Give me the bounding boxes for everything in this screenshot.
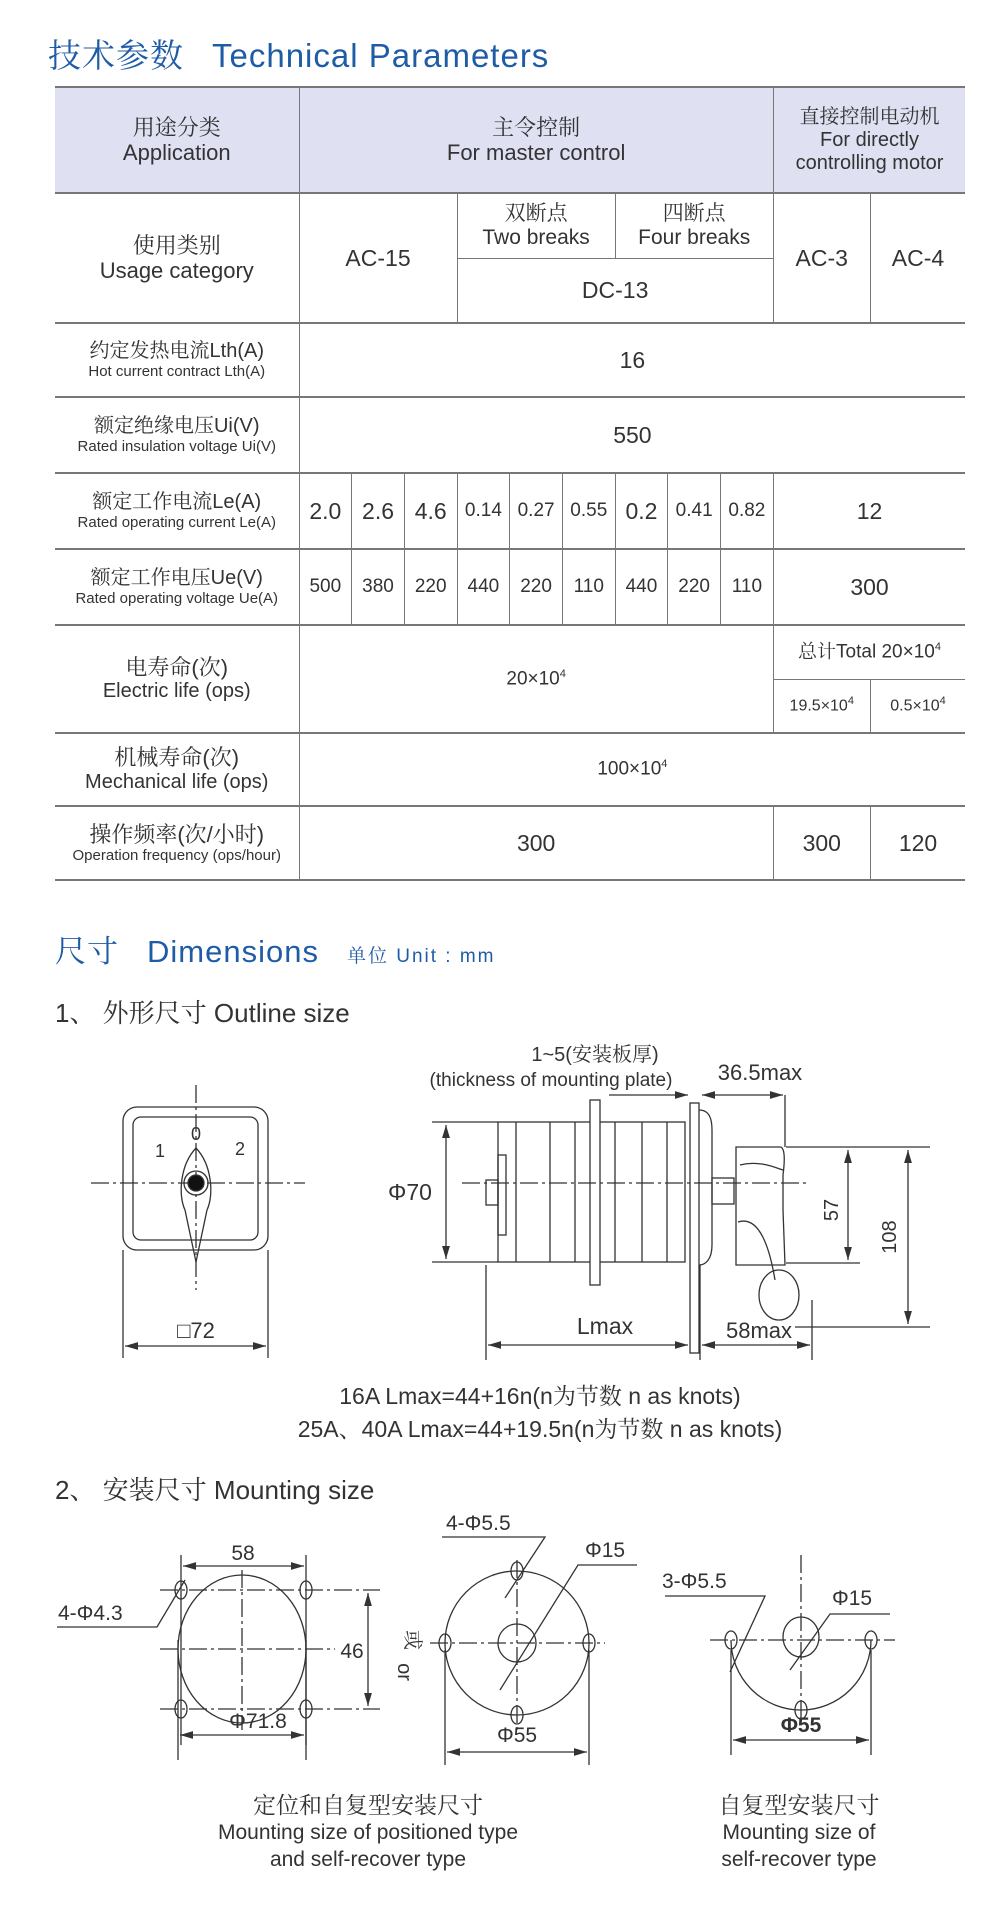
or-en: or <box>393 1663 415 1681</box>
ue-value: 220 <box>510 549 563 625</box>
le-value: 0.27 <box>510 473 563 549</box>
ue-motor: 300 <box>773 549 965 625</box>
side-view-drawing <box>388 1043 930 1360</box>
mounting-heading: 2、 安装尺寸 Mounting size <box>55 1475 375 1505</box>
le-value: 4.6 <box>404 473 457 549</box>
elife-total: 总计Total $20\times 10^4$ <box>773 625 965 679</box>
dim-lmax: Lmax <box>576 1313 634 1339</box>
header-application: 用途分类 Application <box>55 87 299 193</box>
dimensions-heading: 尺寸 Dimensions 单位 Unit : mm <box>55 934 496 969</box>
ui-value: 550 <box>299 397 965 473</box>
formula-25a-40a: 25A、40A Lmax=44+19.5n(n为节数 n as knots) <box>297 1416 783 1442</box>
front-view-drawing <box>91 1085 305 1358</box>
usage-dc13: DC-13 <box>457 258 773 323</box>
dim-phi70: Φ70 <box>388 1179 432 1205</box>
freq-ac3: 300 <box>773 806 870 880</box>
dim-phi55: Φ55 <box>496 1724 538 1747</box>
ue-value: 440 <box>457 549 510 625</box>
usage-four-breaks: 四断点 Four breaks <box>615 193 773 258</box>
or-cn: 或 <box>401 1630 423 1650</box>
mlife-value: $100\times 10^4$ <box>299 733 965 806</box>
mounting-semicircle-drawing <box>662 1555 895 1755</box>
ue-value: 440 <box>615 549 668 625</box>
le-motor: 12 <box>773 473 965 549</box>
plate-thickness-cn: 1~5(安装板厚) <box>531 1044 659 1066</box>
dim-4-phi5-5: 4-Φ5.5 <box>446 1512 511 1535</box>
mlife-label: 机械寿命(次) Mechanical life (ops) <box>55 733 299 806</box>
outline-heading: 1、 外形尺寸 Outline size <box>55 998 350 1028</box>
dim-108: 108 <box>879 1220 901 1254</box>
mounting-positioned-drawing <box>57 1542 424 1760</box>
le-value: 2.0 <box>299 473 352 549</box>
dim-58: 58 <box>231 1542 255 1565</box>
le-value: 0.55 <box>562 473 615 549</box>
position-0-label: 0 <box>190 1124 202 1144</box>
dim-57: 57 <box>821 1198 843 1222</box>
dim-36-5max: 36.5max <box>717 1060 803 1085</box>
lth-label: 约定发热电流Lth(A) Hot current contract Lth(A) <box>55 323 299 397</box>
le-label: 额定工作电流Le(A) Rated operating current Le(A) <box>55 473 299 549</box>
plate-thickness-en: (thickness of mounting plate) <box>429 1070 673 1091</box>
dim-phi55-b: Φ55 <box>780 1714 822 1737</box>
title-cn: 技术参数 <box>48 37 184 74</box>
elife-ac3: $19.5\times 10^4$ <box>773 679 870 733</box>
ue-value: 220 <box>404 549 457 625</box>
ue-value: 220 <box>668 549 721 625</box>
freq-label: 操作频率(次/小时) Operation frequency (ops/hour) <box>55 806 299 880</box>
lth-value: 16 <box>299 323 965 397</box>
mounting-circle-drawing <box>430 1512 637 1765</box>
usage-two-breaks: 双断点 Two breaks <box>457 193 615 258</box>
freq-ac4: 120 <box>870 806 965 880</box>
dim-phi15-b: Φ15 <box>832 1587 873 1610</box>
position-2-label: 2 <box>234 1139 246 1159</box>
usage-ac4: AC-4 <box>870 193 965 323</box>
le-value: 0.41 <box>668 473 721 549</box>
ue-value: 500 <box>299 549 352 625</box>
square-72-label: □72 <box>177 1318 215 1343</box>
header-direct-motor: 直接控制电动机 For directly controlling motor <box>773 87 965 193</box>
le-value: 0.14 <box>457 473 510 549</box>
ui-label: 额定绝缘电压Ui(V) Rated insulation voltage Ui(V) <box>55 397 299 473</box>
formula-16a: 16A Lmax=44+16n(n为节数 n as knots) <box>339 1383 741 1409</box>
dim-4-phi4-3: 4-Φ4.3 <box>58 1602 123 1625</box>
usage-ac15: AC-15 <box>299 193 457 323</box>
dim-3-phi5-5: 3-Φ5.5 <box>662 1570 727 1593</box>
usage-ac3: AC-3 <box>773 193 870 323</box>
elife-value: $20\times 10^4$ <box>299 625 773 733</box>
le-value: 0.82 <box>721 473 774 549</box>
elife-ac4: $0.5\times 10^4$ <box>870 679 965 733</box>
caption-positioned: 定位和自复型安装尺寸 Mounting size of positioned type and self-recover type <box>217 1792 519 1871</box>
unit-label: 单位 Unit : mm <box>346 946 496 967</box>
ue-label: 额定工作电压Ue(V) Rated operating voltage Ue(A) <box>55 549 299 625</box>
le-value: 2.6 <box>352 473 405 549</box>
le-value: 0.2 <box>615 473 668 549</box>
freq-value: 300 <box>299 806 773 880</box>
caption-self-recover: 自复型安装尺寸 Mounting size of self-recover type <box>718 1792 880 1871</box>
header-master-control: 主令控制 For master control <box>299 87 773 193</box>
elife-label: 电寿命(次) Electric life (ops) <box>55 625 299 733</box>
ue-value: 380 <box>352 549 405 625</box>
ue-value: 110 <box>562 549 615 625</box>
dim-46: 46 <box>340 1640 364 1663</box>
title-en: Technical Parameters <box>212 37 550 74</box>
lmax-formulas <box>240 1380 840 1446</box>
dim-phi71-8: Φ71.8 <box>229 1710 287 1733</box>
dim-58max: 58max <box>725 1318 793 1343</box>
usage-label: 使用类别 Usage category <box>55 193 299 323</box>
ue-value: 110 <box>721 549 774 625</box>
position-1-label: 1 <box>154 1141 166 1161</box>
dim-phi15: Φ15 <box>585 1539 626 1562</box>
